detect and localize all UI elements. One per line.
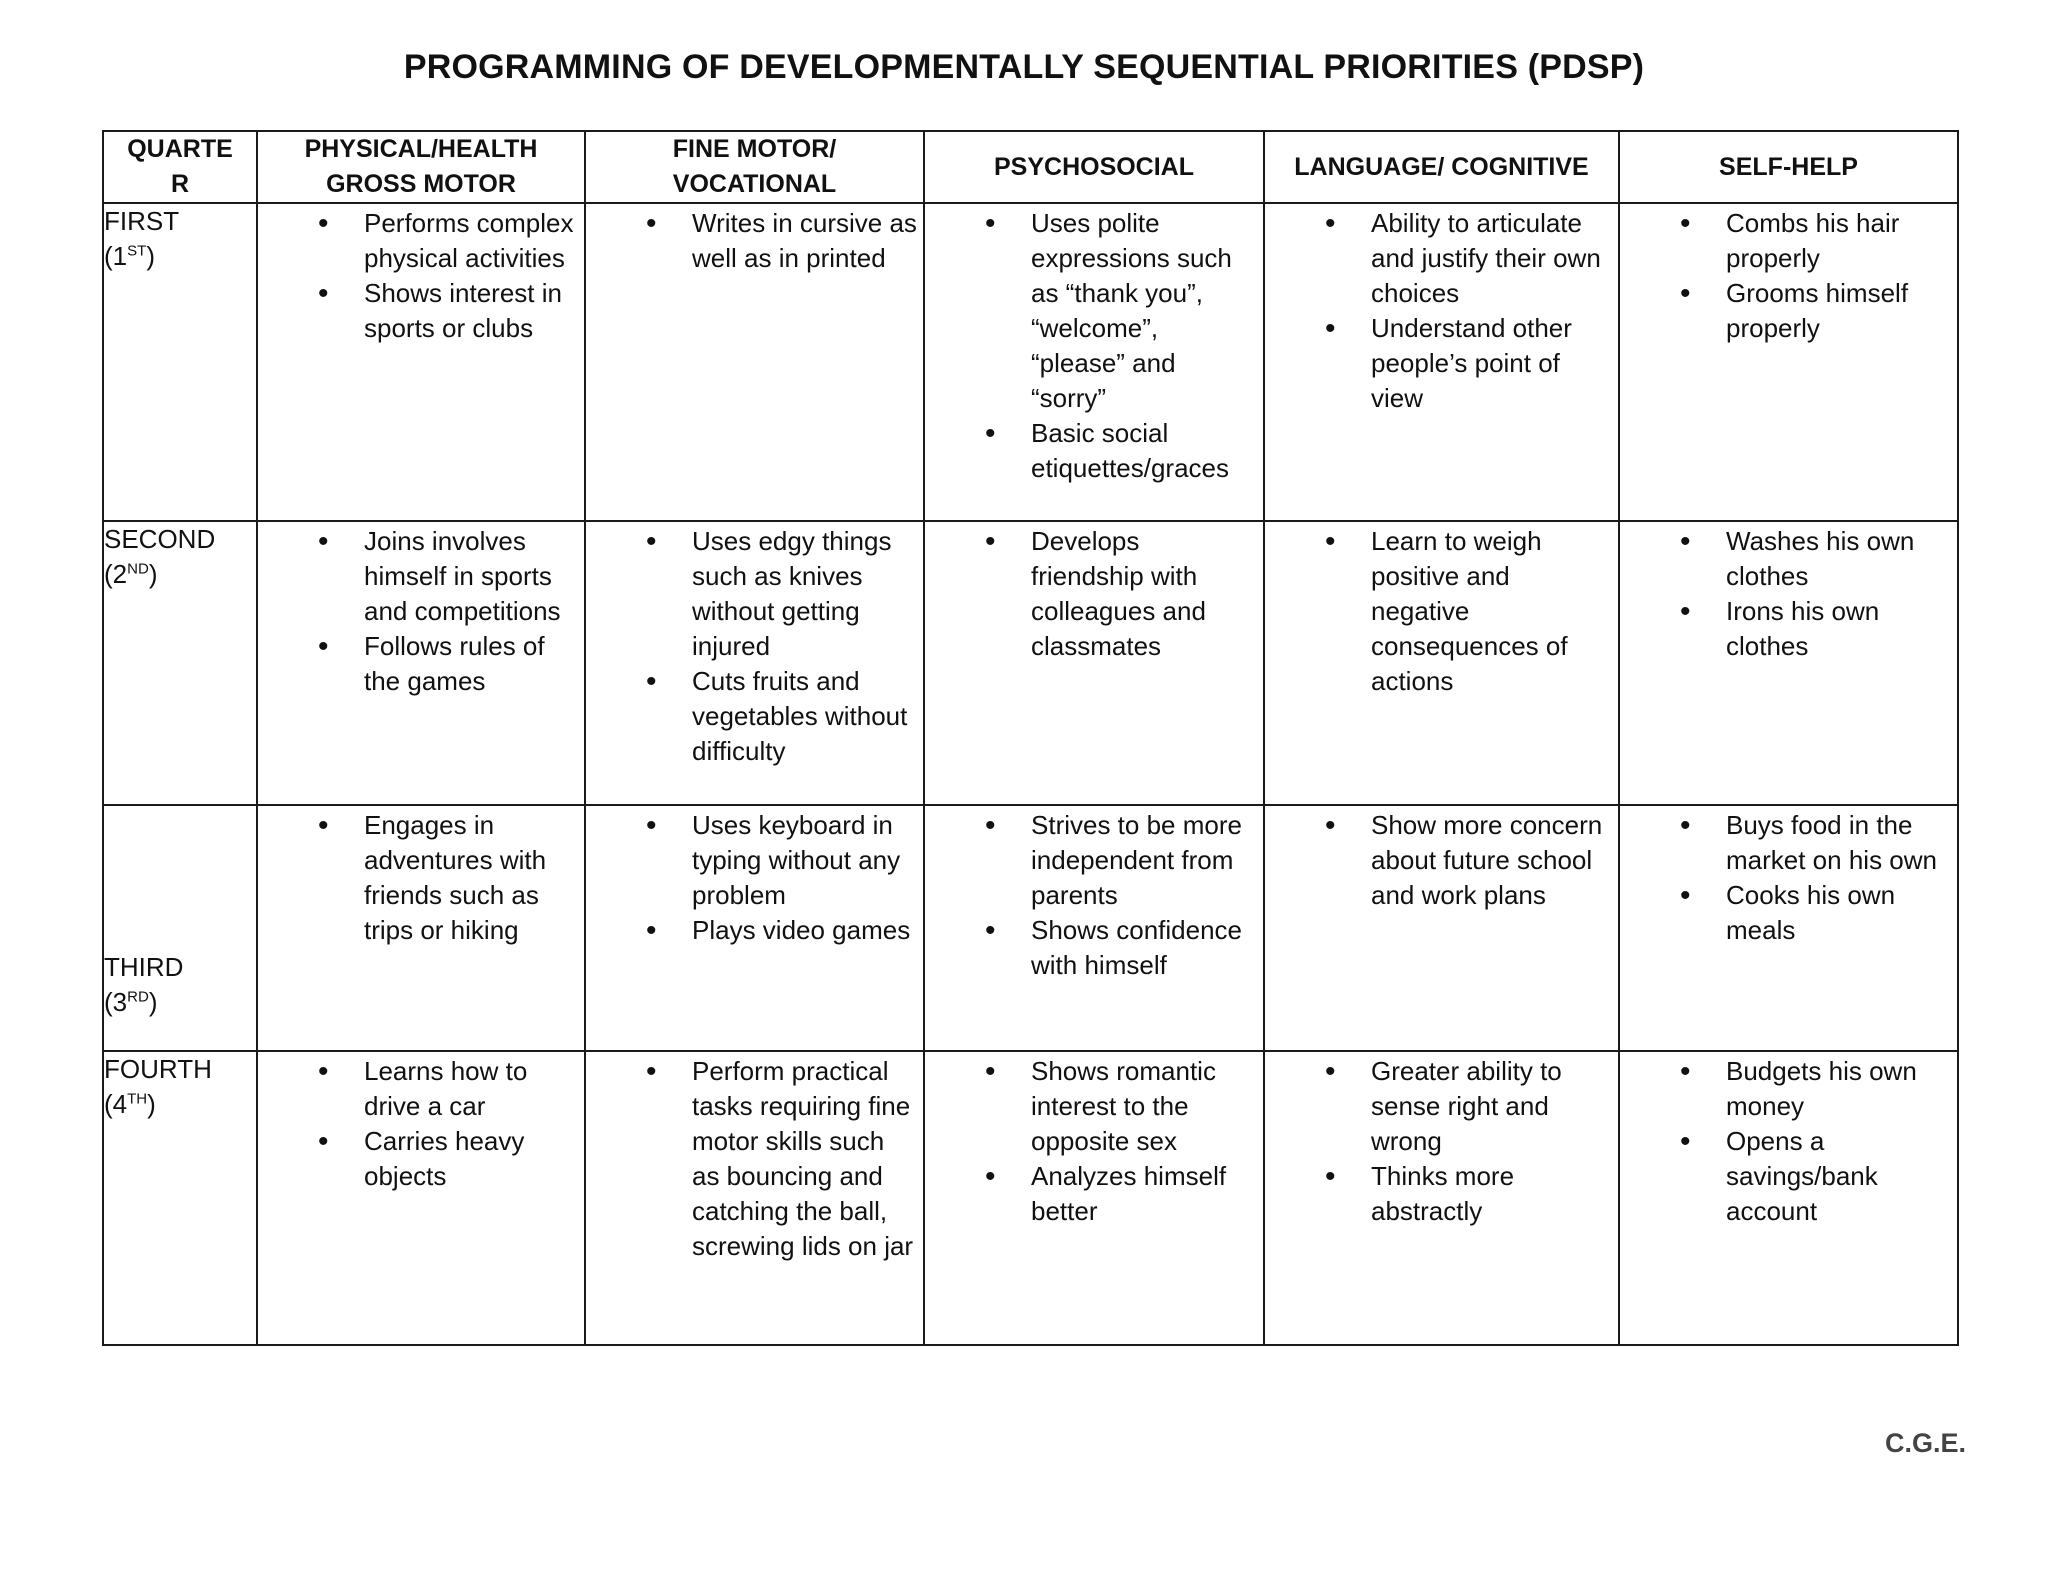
quarter-ordinal: (3RD) bbox=[104, 987, 158, 1017]
quarter-name: FOURTH bbox=[104, 1054, 212, 1084]
list-item: • Grooms himself properly bbox=[1620, 276, 1951, 346]
bullet-list bbox=[258, 808, 584, 948]
cell-self-help bbox=[1619, 1051, 1958, 1345]
quarter-number: 4 bbox=[112, 1089, 128, 1119]
quarter-name: SECOND bbox=[104, 524, 216, 554]
list-item: • Carries heavy objects bbox=[258, 1124, 578, 1194]
list-item: • Uses keyboard in typing without any problem bbox=[586, 808, 917, 913]
list-item: • Shows interest in sports or clubs bbox=[258, 276, 578, 346]
cell-language bbox=[1264, 1051, 1619, 1345]
quarter-name: FIRST bbox=[104, 206, 180, 236]
quarter-cell bbox=[103, 805, 257, 1051]
cell-language bbox=[1264, 805, 1619, 1051]
quarter-ordinal-suffix: ND bbox=[127, 560, 149, 578]
cell-fine-motor bbox=[585, 203, 924, 521]
bullet-list bbox=[258, 524, 584, 699]
cell-language bbox=[1264, 203, 1619, 521]
cell-language bbox=[1264, 521, 1619, 805]
table-body bbox=[103, 203, 1958, 1345]
list-item: • Show more concern about future school and work plans bbox=[1265, 808, 1612, 913]
cell-self-help bbox=[1619, 805, 1958, 1051]
bullet-list bbox=[258, 206, 584, 346]
cell-psychosocial bbox=[924, 203, 1264, 521]
quarter-number: 2 bbox=[112, 559, 128, 589]
quarter-number: 3 bbox=[112, 987, 128, 1017]
header-psychosocial: PSYCHOSOCIAL bbox=[924, 131, 1264, 203]
list-item: • Combs his hair properly bbox=[1620, 206, 1951, 276]
list-item: • Basic social etiquettes/graces bbox=[925, 416, 1257, 486]
cell-psychosocial bbox=[924, 805, 1264, 1051]
bullet-list bbox=[586, 524, 923, 769]
bullet-list bbox=[1620, 808, 1957, 948]
bullet-list bbox=[925, 1054, 1263, 1229]
list-item: • Plays video games bbox=[586, 913, 917, 948]
table-row bbox=[103, 1051, 1958, 1345]
cell-physical bbox=[257, 1051, 585, 1345]
table-row bbox=[103, 521, 1958, 805]
list-item: • Learn to weigh positive and negative consequences of actions bbox=[1265, 524, 1612, 699]
quarter-cell bbox=[103, 203, 257, 521]
bullet-list bbox=[1265, 808, 1618, 913]
list-item: • Writes in cursive as well as in printed bbox=[586, 206, 917, 276]
bullet-list bbox=[586, 808, 923, 948]
cell-physical bbox=[257, 805, 585, 1051]
list-item: • Follows rules of the games bbox=[258, 629, 578, 699]
list-item: • Learns how to drive a car bbox=[258, 1054, 578, 1124]
quarter-ordinal: (2ND) bbox=[104, 559, 158, 589]
bullet-list bbox=[1620, 1054, 1957, 1229]
list-item: • Analyzes himself better bbox=[925, 1159, 1257, 1229]
list-item: • Irons his own clothes bbox=[1620, 594, 1951, 664]
list-item: • Ability to articulate and justify their own choices bbox=[1265, 206, 1612, 311]
footer-initials: C.G.E. bbox=[1884, 1428, 1966, 1458]
cell-fine-motor bbox=[585, 805, 924, 1051]
cell-self-help bbox=[1619, 203, 1958, 521]
header-quarter: QUARTE R bbox=[103, 131, 257, 203]
list-item: • Understand other people’s point of view bbox=[1265, 311, 1612, 416]
list-item: • Performs complex physical activities bbox=[258, 206, 578, 276]
bullet-list bbox=[1620, 206, 1957, 346]
list-item: • Uses polite expressions such as “thank you”, “welcome”, “please” and “sorry” bbox=[925, 206, 1257, 416]
bullet-list bbox=[925, 808, 1263, 983]
bullet-list bbox=[1265, 524, 1618, 699]
bullet-list bbox=[925, 206, 1263, 486]
quarter-name: THIRD bbox=[104, 952, 184, 982]
bullet-list bbox=[258, 1054, 584, 1194]
table-row bbox=[103, 805, 1958, 1051]
bullet-list bbox=[1620, 524, 1957, 664]
cell-fine-motor bbox=[585, 521, 924, 805]
cell-self-help bbox=[1619, 521, 1958, 805]
list-item: • Greater ability to sense right and wrong bbox=[1265, 1054, 1612, 1159]
list-item: • Opens a savings/bank account bbox=[1620, 1124, 1951, 1229]
header-physical: PHYSICAL/HEALTH GROSS MOTOR bbox=[257, 131, 585, 203]
list-item: • Joins involves himself in sports and competitions bbox=[258, 524, 578, 629]
quarter-ordinal: (4TH) bbox=[104, 1089, 156, 1119]
bullet-list bbox=[586, 206, 923, 276]
list-item: • Buys food in the market on his own bbox=[1620, 808, 1951, 878]
list-item: • Perform practical tasks requiring fine motor skills such as bouncing and catching the ball, screwing lids on jar bbox=[586, 1054, 917, 1264]
list-item: • Cooks his own meals bbox=[1620, 878, 1951, 948]
header-row bbox=[103, 131, 1958, 203]
cell-psychosocial bbox=[924, 521, 1264, 805]
cell-physical bbox=[257, 521, 585, 805]
quarter-cell bbox=[103, 521, 257, 805]
list-item: • Engages in adventures with friends such as trips or hiking bbox=[258, 808, 578, 948]
bullet-list bbox=[586, 1054, 923, 1264]
list-item: • Budgets his own money bbox=[1620, 1054, 1951, 1124]
list-item: • Develops friendship with colleagues and classmates bbox=[925, 524, 1257, 664]
quarter-ordinal-suffix: ST bbox=[127, 242, 147, 260]
list-item: • Shows romantic interest to the opposite sex bbox=[925, 1054, 1257, 1159]
list-item: • Uses edgy things such as knives without getting injured bbox=[586, 524, 917, 664]
header-self-help: SELF-HELP bbox=[1619, 131, 1958, 203]
cell-fine-motor bbox=[585, 1051, 924, 1345]
table-row bbox=[103, 203, 1958, 521]
document-title: PROGRAMMING OF DEVELOPMENTALLY SEQUENTIAL PRIORITIES (PDSP) bbox=[403, 48, 1645, 86]
bullet-list bbox=[925, 524, 1263, 664]
quarter-ordinal-suffix: RD bbox=[127, 988, 149, 1006]
header-fine-motor: FINE MOTOR/ VOCATIONAL bbox=[585, 131, 924, 203]
list-item: • Washes his own clothes bbox=[1620, 524, 1951, 594]
list-item: • Strives to be more independent from parents bbox=[925, 808, 1257, 913]
bullet-list bbox=[1265, 206, 1618, 416]
header-language: LANGUAGE/ COGNITIVE bbox=[1264, 131, 1619, 203]
pdsp-table bbox=[102, 130, 1959, 1346]
list-item: • Cuts fruits and vegetables without difficulty bbox=[586, 664, 917, 769]
quarter-cell bbox=[103, 1051, 257, 1345]
bullet-list bbox=[1265, 1054, 1618, 1229]
quarter-ordinal: (1ST) bbox=[104, 241, 155, 271]
cell-physical bbox=[257, 203, 585, 521]
quarter-ordinal-suffix: TH bbox=[127, 1090, 148, 1108]
cell-psychosocial bbox=[924, 1051, 1264, 1345]
list-item: • Shows confidence with himself bbox=[925, 913, 1257, 983]
quarter-number: 1 bbox=[112, 241, 128, 271]
list-item: • Thinks more abstractly bbox=[1265, 1159, 1612, 1229]
